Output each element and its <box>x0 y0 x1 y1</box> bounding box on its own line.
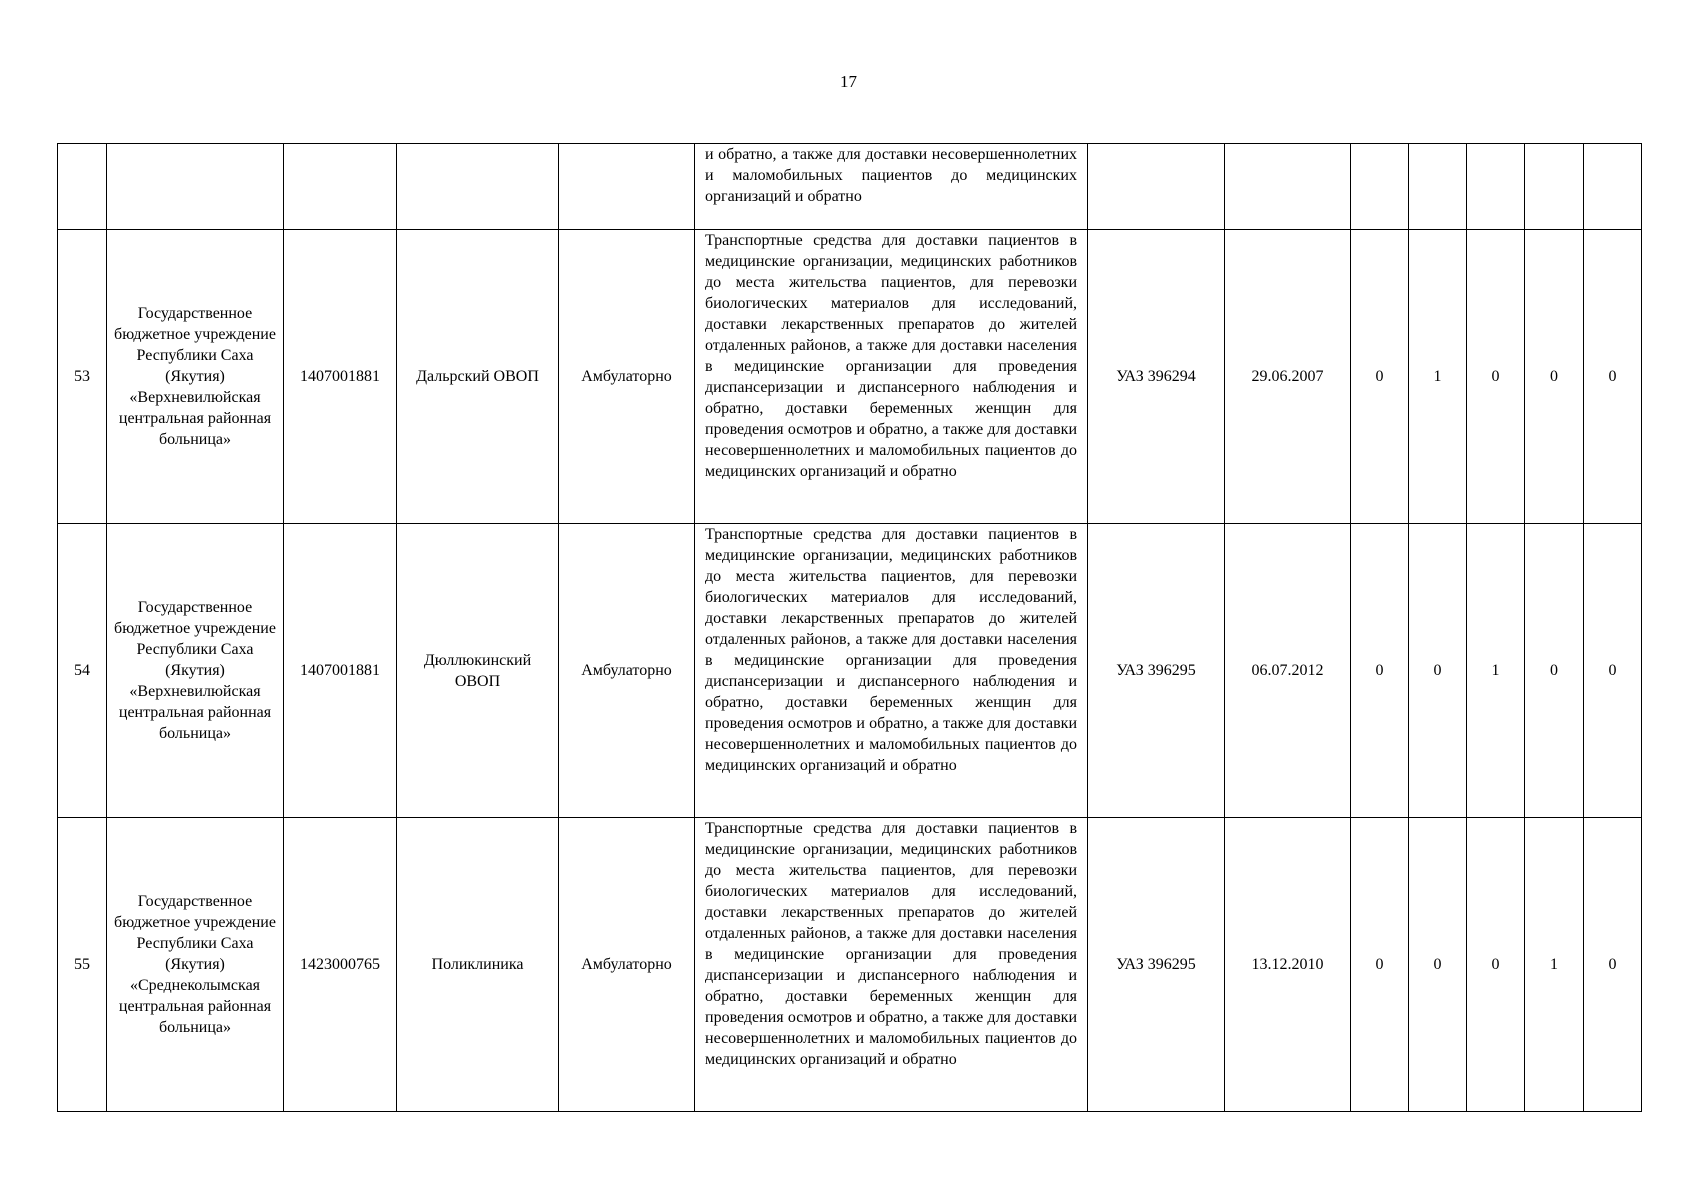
cell-inn: 1407001881 <box>284 230 397 524</box>
cell-num <box>58 144 107 230</box>
cell-unit: Дюллюкинский ОВОП <box>397 524 559 818</box>
cell-count-2 <box>1409 144 1467 230</box>
cell-care-type: Амбулаторно <box>559 524 695 818</box>
table-row <box>58 230 1642 524</box>
cell-date <box>1225 144 1351 230</box>
cell-num: 55 <box>58 818 107 1112</box>
cell-care-type <box>559 144 695 230</box>
cell-count-3: 0 <box>1467 818 1525 1112</box>
cell-count-3: 1 <box>1467 524 1525 818</box>
cell-care-type: Амбулаторно <box>559 230 695 524</box>
cell-count-5: 0 <box>1584 230 1642 524</box>
cell-inn: 1407001881 <box>284 524 397 818</box>
cell-description: Транспортные средства для доставки пациентов в медицинские организации, медицинских работников до места жительства пациентов, для перевозки биологических материалов для исследований, доставки лекарственных препаратов до жителей отдаленных районов, а также для доставки населения в медицинские организации для проведения диспансеризации и диспансерного наблюдения и обратно, доставки беременных женщин для проведения осмотров и обратно, а также для доставки несовершеннолетних и маломобильных пациентов до медицинских организаций и обратно <box>695 524 1088 818</box>
cell-num: 54 <box>58 524 107 818</box>
table-row <box>58 818 1642 1112</box>
cell-vehicle: УАЗ 396294 <box>1088 230 1225 524</box>
cell-date: 06.07.2012 <box>1225 524 1351 818</box>
cell-vehicle: УАЗ 396295 <box>1088 818 1225 1112</box>
cell-vehicle <box>1088 144 1225 230</box>
cell-inn <box>284 144 397 230</box>
cell-count-2: 0 <box>1409 818 1467 1112</box>
cell-count-5 <box>1584 144 1642 230</box>
cell-num: 53 <box>58 230 107 524</box>
cell-unit: Поликлиника <box>397 818 559 1112</box>
cell-vehicle: УАЗ 396295 <box>1088 524 1225 818</box>
cell-count-4: 1 <box>1525 818 1584 1112</box>
cell-organization: Государственное бюджетное учреждение Республики Саха (Якутия) «Верхневилюйская центральная районная больница» <box>107 230 284 524</box>
vehicles-table <box>57 143 1642 1112</box>
cell-count-3 <box>1467 144 1525 230</box>
cell-count-4 <box>1525 144 1584 230</box>
cell-date: 29.06.2007 <box>1225 230 1351 524</box>
cell-count-2: 0 <box>1409 524 1467 818</box>
cell-inn: 1423000765 <box>284 818 397 1112</box>
cell-organization: Государственное бюджетное учреждение Республики Саха (Якутия) «Среднеколымская центральная районная больница» <box>107 818 284 1112</box>
cell-count-2: 1 <box>1409 230 1467 524</box>
table-row <box>58 524 1642 818</box>
page-number: 17 <box>840 72 857 91</box>
cell-unit <box>397 144 559 230</box>
cell-unit: Дальрский ОВОП <box>397 230 559 524</box>
cell-count-1: 0 <box>1351 230 1409 524</box>
cell-date: 13.12.2010 <box>1225 818 1351 1112</box>
cell-count-3: 0 <box>1467 230 1525 524</box>
cell-count-5: 0 <box>1584 524 1642 818</box>
cell-count-5: 0 <box>1584 818 1642 1112</box>
table-row-continuation <box>58 144 1642 230</box>
cell-organization <box>107 144 284 230</box>
cell-count-1 <box>1351 144 1409 230</box>
cell-description: Транспортные средства для доставки пациентов в медицинские организации, медицинских работников до места жительства пациентов, для перевозки биологических материалов для исследований, доставки лекарственных препаратов до жителей отдаленных районов, а также для доставки населения в медицинские организации для проведения диспансеризации и диспансерного наблюдения и обратно, доставки беременных женщин для проведения осмотров и обратно, а также для доставки несовершеннолетних и маломобильных пациентов до медицинских организаций и обратно <box>695 230 1088 524</box>
cell-organization: Государственное бюджетное учреждение Республики Саха (Якутия) «Верхневилюйская центральная районная больница» <box>107 524 284 818</box>
cell-count-4: 0 <box>1525 524 1584 818</box>
cell-care-type: Амбулаторно <box>559 818 695 1112</box>
cell-description: и обратно, а также для доставки несовершеннолетних и маломобильных пациентов до медицинских организаций и обратно <box>695 144 1088 230</box>
cell-count-4: 0 <box>1525 230 1584 524</box>
cell-count-1: 0 <box>1351 818 1409 1112</box>
cell-description: Транспортные средства для доставки пациентов в медицинские организации, медицинских работников до места жительства пациентов, для перевозки биологических материалов для исследований, доставки лекарственных препаратов до жителей отдаленных районов, а также для доставки населения в медицинские организации для проведения диспансеризации и диспансерного наблюдения и обратно, доставки беременных женщин для проведения осмотров и обратно, а также для доставки несовершеннолетних и маломобильных пациентов до медицинских организаций и обратно <box>695 818 1088 1112</box>
cell-count-1: 0 <box>1351 524 1409 818</box>
